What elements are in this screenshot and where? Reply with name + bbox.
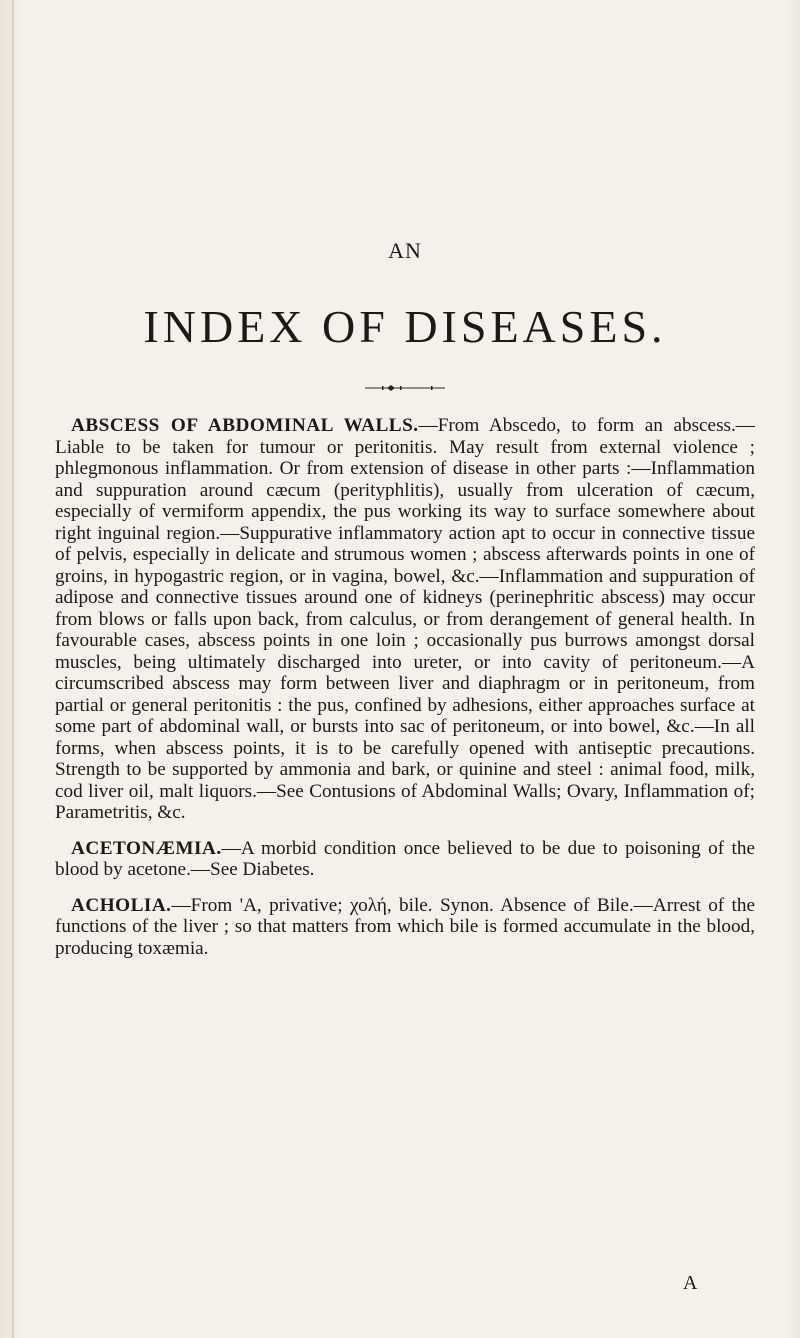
index-entry	[55, 895, 755, 960]
index-entry	[55, 415, 755, 824]
entry-term: ABSCESS OF ABDOMINAL WALLS.	[71, 415, 419, 436]
page-edge	[784, 0, 800, 1338]
signature-mark: A	[683, 1272, 698, 1294]
index-entries	[55, 415, 755, 973]
ornament-divider-icon	[365, 385, 445, 391]
book-page	[55, 0, 755, 1338]
entry-body: —A morbid condition once believed to be due to poisoning of the blood by acetone.—See Diabetes.	[55, 837, 755, 880]
title-prefix: AN	[388, 238, 422, 263]
binding-edge	[12, 0, 14, 1338]
page-gutter	[0, 0, 22, 1338]
index-entry	[55, 838, 755, 881]
entry-body: —From 'A, privative; χολή, bile. Synon. Absence of Bile.—Arrest of the functions of the liver ; so that matters from which bile is formed accumulate in the blood, producing toxæmia.	[55, 894, 755, 959]
page-title: INDEX OF DISEASES.	[143, 301, 667, 352]
entry-body: —From Abscedo, to form an abscess.—Liable to be taken for tumour or peritonitis. May result from external violence ; phlegmonous inflammation. Or from extension of disease in other parts :—Inflammation and suppuration around cæcum (perityphlitis), usually from ulceration of cæcum, especially of vermiform appendix, the pus working its way to surface somewhere about right inguinal region.—Suppurative inflammatory action apt to occur in connective tissue of pelvis, especially in delicate and strumous women ; abscess afterwards points in one of groins, in hypogastric region, or in vagina, bowel, &c.—Inflammation and suppuration of adipose and connective tissues around one of kidneys (perinephritic abscess) may occur from blows or falls upon back, from calculus, or from derangement of general health. In favourable cases, abscess points in one loin ; occasionally pus burrows amongst dorsal muscles, being ultimately discharged into ureter, or into cavity of peritoneum.—A circumscribed abscess may form between liver and diaphragm or in peritoneum, from partial or general peritonitis : the pus, confined by adhesions, either approaches surface at some part of abdominal wall, or bursts into sac of peritoneum, or into bowel, &c.—In all forms, when abscess points, it is to be carefully opened with antiseptic precautions. Strength to be supported by ammonia and bark, or quinine and steel : animal food, milk, cod liver oil, malt liquors.—See Contusions of Abdominal Walls; Ovary, Inflammation of; Parametritis, &c.	[55, 415, 755, 823]
entry-term: ACETONÆMIA.	[71, 837, 222, 859]
entry-term: ACHOLIA.	[71, 894, 172, 916]
